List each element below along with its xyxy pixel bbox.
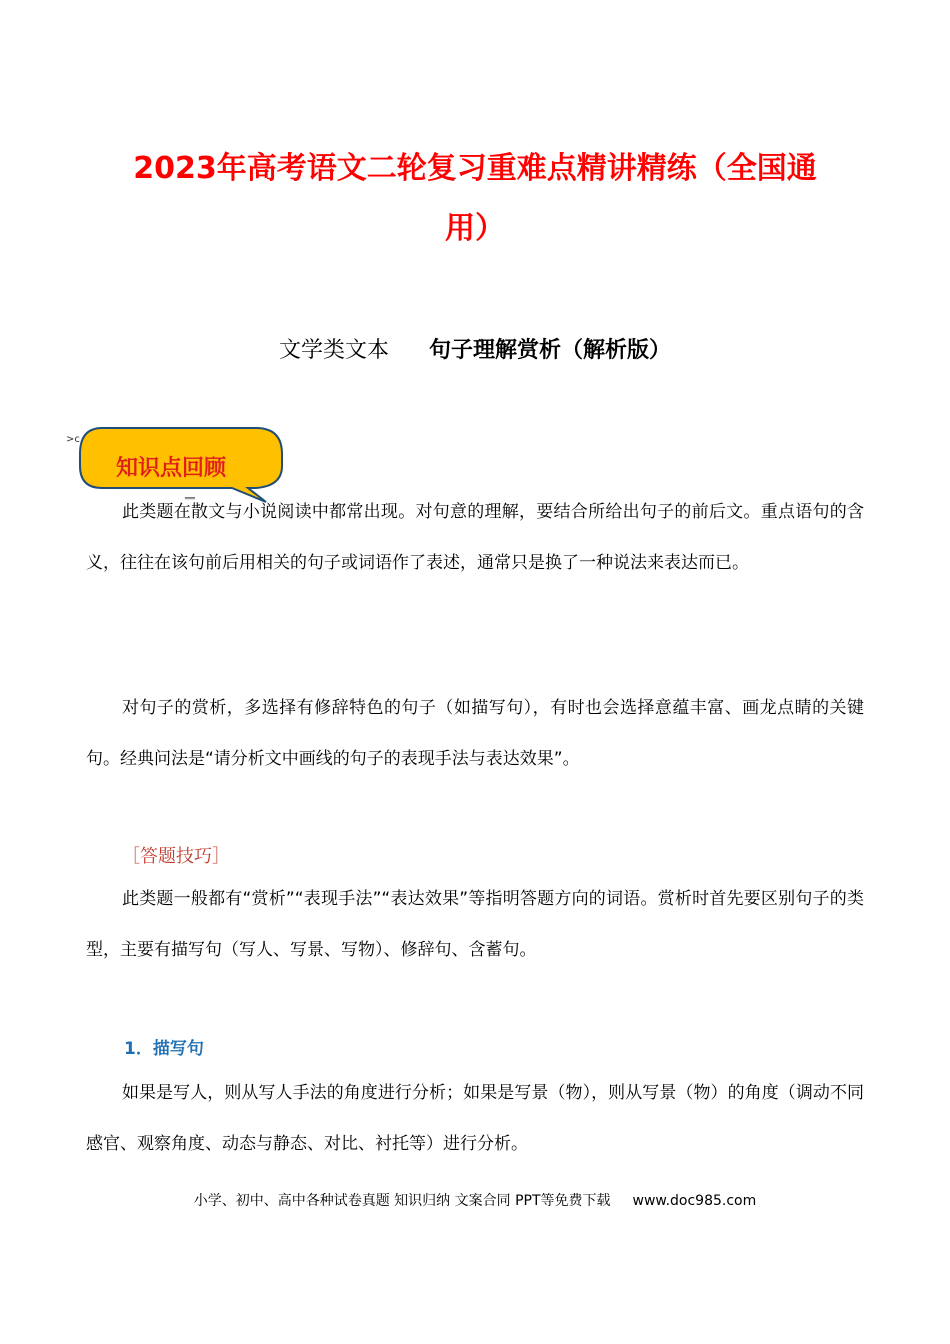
subtitle-category: 文学类文本 (278, 338, 389, 363)
knowledge-review-label: 知识点回顾 (116, 456, 227, 481)
document-subtitle (60, 333, 890, 364)
dash-mark-icon: ‗‗ (185, 489, 195, 500)
footer-text: 小学、初中、高中各种试卷真题 知识归纳 文案合同 PPT等免费下载 (193, 1193, 611, 1209)
paragraph-descriptive-sentence: 如果是写人，则从写人手法的角度进行分析；如果是写景（物），则从写景（物）的角度（调动不同感官、观察角度、动态与静态、对比、衬托等）进行分析。 (86, 1083, 864, 1154)
scissor-mark-icon: >c (66, 434, 80, 445)
paragraph-sentence-meaning: 此类题在散文与小说阅读中都常出现。对句意的理解，要结合所给出句子的前后文。重点语句的含义，往往在该句前后用相关的句子或词语作了表述，通常只是换了一种说法来表达而已。 (86, 502, 864, 573)
subtitle-topic: 句子理解赏析（解析版） (429, 338, 672, 363)
footer-site-link[interactable]: www.doc985.com (632, 1193, 757, 1209)
paragraph-sentence-appreciation: 对句子的赏析，多选择有修辞特色的句子（如描写句），有时也会选择意蕴丰富、画龙点睛的关键句。经典问法是“请分析文中画线的句子的表现手法与表达效果”。 (86, 698, 864, 769)
paragraph-answer-tips: 此类题一般都有“赏析”“表现手法”“表达效果”等指明答题方向的词语。赏析时首先要区别句子的类型，主要有描写句（写人、写景、写物）、修辞句、含蓄句。 (86, 889, 864, 960)
section-heading-descriptive-sentence: 1．描写句 (124, 1039, 204, 1059)
answer-tips-heading: ［答题技巧］ (122, 846, 230, 867)
document-title-line-1: 2023年高考语文二轮复习重难点精讲精练（全国通 (133, 151, 817, 186)
page-footer (0, 1190, 950, 1210)
document-title-line-2: 用） (445, 211, 505, 246)
